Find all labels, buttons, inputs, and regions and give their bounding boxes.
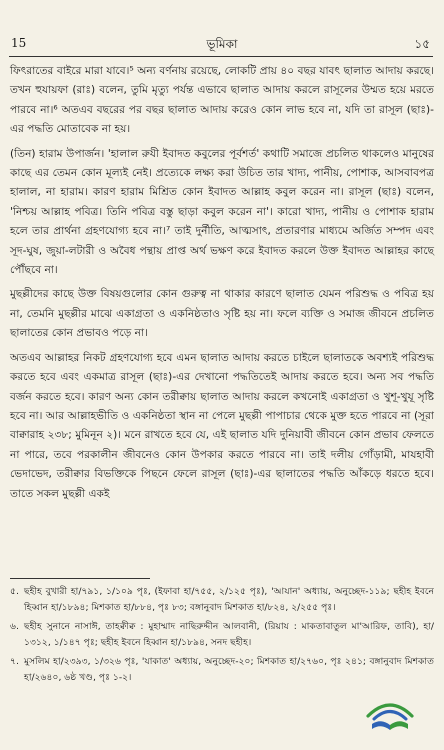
logo-book-right xyxy=(390,721,408,730)
page-number-bengali: ১৫ xyxy=(414,37,430,51)
logo-book-left xyxy=(372,721,390,730)
footnote-text: মুসলিম হা/২৩৯৩, ১/৩২৬ পৃঃ, 'যাকাত' অধ্যায়, অনুচ্ছেদ-২০; মিশকাত হা/২৭৬০, পৃঃ ২৪১; বঙ্গানুবাদ মিশকাত হা/২৬৪০, ৬ষ্ঠ খণ্ড, পৃঃ ১-২। xyxy=(24,656,434,683)
header-divider xyxy=(9,56,433,57)
footnote-mark: ৬. xyxy=(10,621,19,632)
logo-arc-inner xyxy=(374,712,406,720)
footnote xyxy=(10,619,434,651)
footnote-mark: ৭. xyxy=(10,656,19,667)
footnote xyxy=(10,654,434,686)
footnote-mark: ৫. xyxy=(10,586,19,597)
paragraph: (তিন) হারাম উপার্জন। 'হালাল রুযী ইবাদত কবুলের পূর্বশর্ত' কথাটি সমাজে প্রচলিত থাকলেও মানুষের কাছে এর তেমন কোন মূল্যই নেই। প্রত্যেকে লক্ষ্য করা উচিত তার খাদ্য, পানীয়, পোশাক, আসবাবপত্র হালাল, না হারাম। কারণ হারাম মিশ্রিত কোন ইবাদত আল্লাহ কবুল করেন না। রাসূল (ছাঃ) বলেন, 'নিশ্চয় আল্লাহ পবিত্র। তিনি পবিত্র বস্তু ছাড়া কবুল করেন না'। কারো খাদ্য, পানীয় ও পোশাক হারাম হলে তার প্রার্থনা গ্রহণযোগ্য হবে না।⁷ তাই দুর্নীতি, আত্মসাৎ, প্রতারণার মাধ্যমে অর্জিত সম্পদ এবং সূদ-ঘুষ, জুয়া-লটারী ও অবৈধ পন্থায় প্রাপ্ত অর্থ ভক্ষণ করে ইবাদত করলে উক্ত ইবাদত আল্লাহর কাছে পৌঁছবে না। xyxy=(10,147,434,277)
footnotes xyxy=(10,584,434,689)
paragraph: মুছল্লীদের কাছে উক্ত বিষয়গুলোর কোন গুরুত্ব না থাকার কারণে ছালাত যেমন পরিশুদ্ধ ও পবিত্র হয় না, তেমনি মুছল্লীর মাঝে একাগ্রতা ও একনিষ্ঠতাও সৃষ্টি হয় না। ফলে ব্যক্তি ও সমাজ জীবনে প্রচলিত ছালাতের কোন প্রভাবও পড়ে না। xyxy=(10,288,434,340)
footnote xyxy=(10,584,434,616)
page-number-latin: 15 xyxy=(11,36,27,50)
paragraph: ফিৎরাতের বাইরে মারা যাবে।⁵ অন্য বর্ণনায় রয়েছে, লোকটি প্রায় ৪০ বছর যাবৎ ছালাত আদায় করছে। তখন হুযায়ফা (রাঃ) বলেন, তুমি মৃত্যু পর্যন্ত এভাবে ছালাত আদায় করলে রাসূলের উম্মত হয়ে মরতে পারবে না।⁶ অতএব বছরের পর বছর ছালাত আদায় করেও কোন লাভ হবে না, যদি তা রাসূল (ছাঃ)-এর পদ্ধতি মোতাবেক না হয়। xyxy=(10,65,434,136)
paragraph: অতএব আল্লাহর নিকট গ্রহণযোগ্য হবে এমন ছালাত আদায় করতে চাইলে ছালাতকে অবশ্যই পরিশুদ্ধ করতে হবে এবং একমাত্র রাসূল (ছাঃ)-এর দেখানো পদ্ধতিতেই আদায় করতে হবে। অন্য সব পদ্ধতি বর্জন করতে হবে। কারণ অন্য কোন তরীক্বায় ছালাত আদায় করলে কখনোই একাগ্রতা ও খুশূ-খুযূ সৃষ্টি হবে না। আর আল্লাহভীতি ও একনিষ্ঠতা স্থান না পেলে মুছল্লী পাপাচার থেকে মুক্ত হতে পারবে না (সূরা বাক্বারাহ ২৩৮; মুমিনূন ২)। মনে রাখতে হবে যে, এই ছালাত যদি দুনিয়াবী জীবনে কোন প্রভাব ফেলতে না পারে, তবে পরকালীন জীবনেও কোন উপকার করতে পারবে না। তাই দলীয় গোঁড়ামী, মাযহাবী ভেদাভেদ, তরীক্বার বিভক্তিকে পিছনে ফেলে রাসূল (ছাঃ)-এর ছালাতের পদ্ধতি আঁকড়ে ধরতে হবে। তাতে সকল মুছল্লী একই xyxy=(10,351,434,500)
page-header xyxy=(0,36,444,54)
footnote-text: ছহীহ বুখারী হা/৭৯১, ১/১০৯ পৃঃ, (ইফাবা হা/৭৫৫, ২/১২৫ পৃঃ), 'আযান' অধ্যায়, অনুচ্ছেদ-১১৯; ছহীহ ইবনে হিব্বান হা/১৮৯৪; মিশকাত হা/৮৮৪, পৃঃ ৮৩; বঙ্গানুবাদ মিশকাত হা/৮২৪, ২/২৫৫ পৃঃ। xyxy=(24,586,434,613)
running-title: ভূমিকা xyxy=(206,37,238,51)
book-with-arcs-logo-icon xyxy=(362,694,418,734)
footnote-divider xyxy=(10,578,150,579)
body-text xyxy=(10,62,434,504)
footnote-text: ছহীহ সুনানে নাসাঈ, তাহক্বীক্ব : মুহাম্মাদ নাছিরুদ্দীন আলবানী, (রিয়ায : মাকতাবাতুল মা'আরিফ, তাবি), হা/১৩১২, ১/১৪৭ পৃঃ; ছহীহ ইবনে হিব্বান হা/১৮৯৪, সনদ ছহীহ। xyxy=(24,621,434,648)
